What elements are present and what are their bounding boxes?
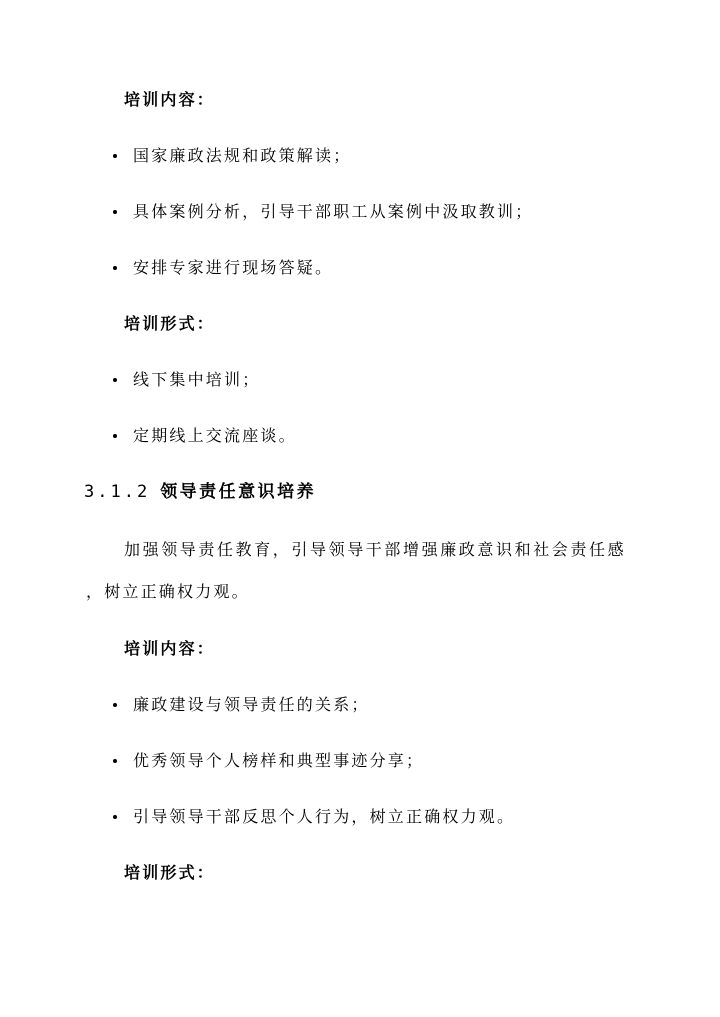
list-item-text: 优秀领导个人榜样和典型事迹分享； <box>133 751 425 770</box>
list-item-text: 安排专家进行现场答疑。 <box>133 258 334 277</box>
bullet-icon <box>113 154 117 158</box>
list-item <box>0 695 720 715</box>
section-label: 培训内容： <box>124 639 216 658</box>
section-label: 培训形式： <box>124 863 216 882</box>
section-label: 培训内容： <box>124 90 216 109</box>
paragraph-line: ，树立正确权力观。 <box>86 582 250 601</box>
bullet-icon <box>113 815 117 819</box>
paragraph-line: 加强领导责任教育，引导领导干部增强廉政意识和社会责任感 <box>124 540 627 559</box>
list-item-text: 廉政建设与领导责任的关系； <box>133 695 370 714</box>
list-item <box>0 807 720 827</box>
list-item-text: 线下集中培训； <box>133 370 261 389</box>
list-item <box>0 202 720 222</box>
heading-number: 3.1.2 <box>84 482 151 502</box>
bullet-icon <box>113 266 117 270</box>
section-heading <box>84 481 316 503</box>
bullet-icon <box>113 759 117 763</box>
list-item <box>0 751 720 771</box>
list-item <box>0 146 720 166</box>
list-item <box>0 258 720 278</box>
list-item <box>0 370 720 390</box>
list-item-text: 国家廉政法规和政策解读； <box>133 146 352 165</box>
list-item <box>0 426 720 446</box>
bullet-icon <box>113 434 117 438</box>
section-label: 培训形式： <box>124 314 216 333</box>
bullet-icon <box>113 210 117 214</box>
list-item-text: 具体案例分析，引导干部职工从案例中汲取教训； <box>133 202 534 221</box>
bullet-icon <box>113 378 117 382</box>
heading-title: 领导责任意识培养 <box>160 482 317 502</box>
list-item-text: 引导领导干部反思个人行为，树立正确权力观。 <box>133 807 516 826</box>
list-item-text: 定期线上交流座谈。 <box>133 426 297 445</box>
bullet-icon <box>113 703 117 707</box>
